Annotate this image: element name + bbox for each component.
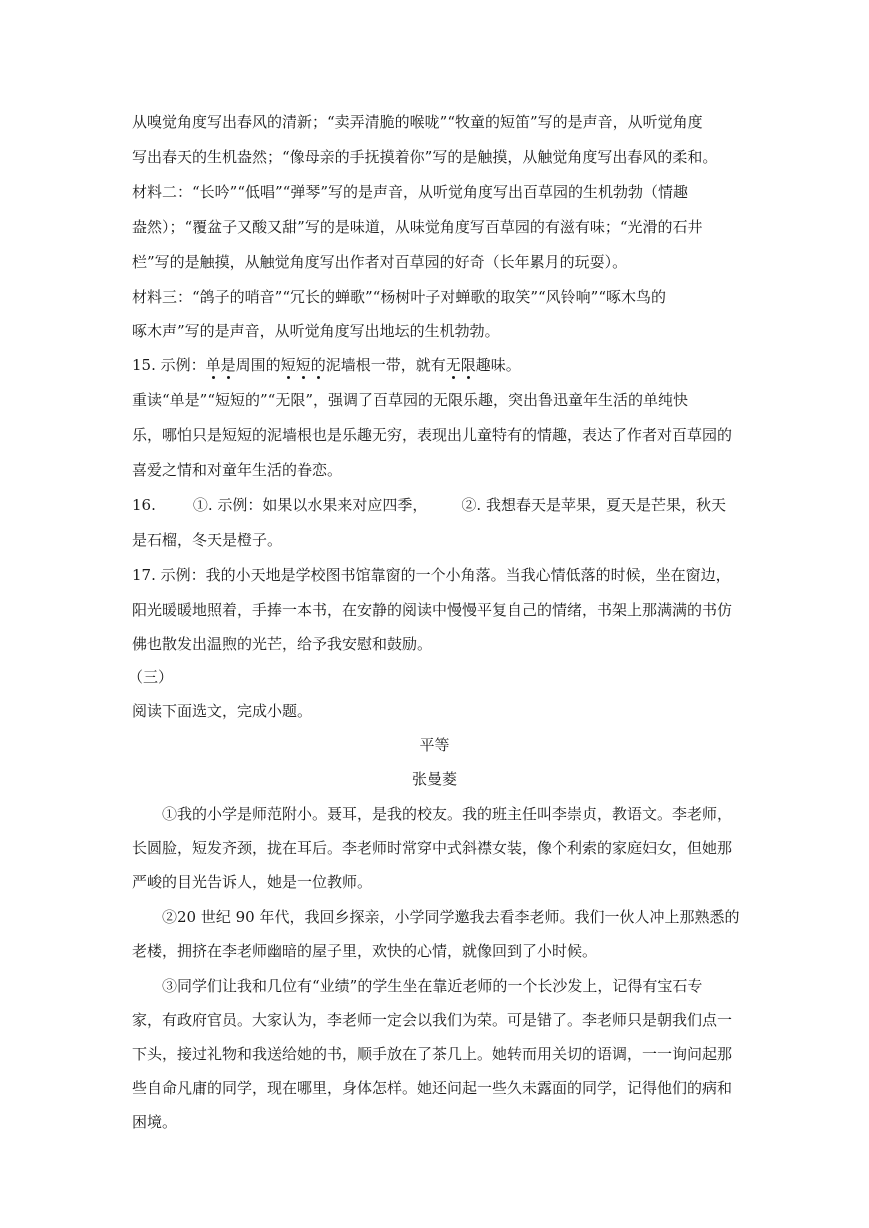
article-title: 平等 [419,736,450,754]
text-line: 重读“单是”“短短的”“无限”，强调了百草园的无限乐趣，突出鲁迅童年生活的单纯快 [132,391,689,409]
text-line: 栏”写的是触摸，从触觉角度写出作者对百草园的好奇（长年累月的玩耍）。 [132,253,628,271]
text-line: 喜爱之情和对童年生活的眷恋。 [132,461,343,479]
emphasis-dot-char: 的 [310,356,326,374]
text-line: 啄木声”写的是声音，从听觉角度写出地坛的生机勃勃。 [132,322,500,340]
instruction: 阅读下面选文，完成小题。 [132,702,313,720]
section-heading: （三） [128,668,174,686]
emphasis-dot-char: 是 [220,356,236,374]
answer-15-text: 泥墙根一带，就有 [325,356,446,374]
paragraph-line: ①我的小学是师范附小。聂耳，是我的校友。我的班主任叫李崇贞，教语文。李老师， [162,805,733,823]
text-line: 乐，哪怕只是短短的泥墙根也是乐趣无穷，表现出儿童特有的情趣，表达了作者对百草园的 [132,426,733,444]
text-line: 是石榴，冬天是橙子。 [132,531,283,549]
emphasis-dot-char: 短 [295,356,311,374]
paragraph-line: 家，有政府官员。大家认为，李老师一定会以我们为荣。可是错了。李老师只是朝我们点一 [132,1011,733,1029]
answer-15-prefix: 15. 示例： [132,356,206,374]
text-line: 从嗅觉角度写出春风的清新；“卖弄清脆的喉咙”“牧童的短笛”写的是声音，从听觉角度 [132,113,703,131]
paragraph-line: ③同学们让我和几位有“业绩”的学生坐在靠近老师的一个长沙发上，记得有宝石专 [162,977,703,995]
article-author: 张曼菱 [411,770,457,788]
answer-16-part-2: ②. 我想春天是苹果，夏天是芒果，秋天 [461,496,726,514]
text-line: 材料三：“鸽子的哨音”“冗长的蝉歌”“杨树叶子对蝉歌的取笑”“风铃响”“啄木鸟的 [132,288,667,306]
paragraph-line: 些自命凡庸的同学，现在哪里，身体怎样。她还问起一些久未露面的同学，记得他们的病和 [132,1079,733,1097]
answer-16-number: 16. [132,496,156,514]
emphasis-dot-char: 限 [460,356,476,374]
text-line: 写出春天的生机盎然；“像母亲的手抚摸着你”写的是触摸，从触觉角度写出春风的柔和。 [132,148,718,166]
text-line: 17. 示例：我的小天地是学校图书馆靠窗的一个小角落。当我心情低落的时候，坐在窗边， [132,566,731,584]
paragraph-line: 困境。 [132,1113,178,1131]
emphasis-dot-char: 短 [280,356,296,374]
text-line: 佛也散发出温煦的光芒，给予我安慰和鼓励。 [132,635,433,653]
answer-16 [132,495,726,515]
emphasis-dot-char: 无 [445,356,461,374]
answer-15-text: 趣味。 [475,356,521,374]
paragraph-line: ②20 世纪 90 年代，我回乡探亲，小学同学邀我去看李老师。我们一伙人冲上那熟悉的 [162,908,740,926]
text-line: 材料二：“长吟”“低唱”“弹琴”写的是声音，从听觉角度写出百草园的生机勃勃（情趣 [132,183,689,201]
paragraph-line: 长圆脸，短发齐颈，拢在耳后。李老师时常穿中式斜襟女装，像个利索的家庭妇女，但她那 [132,839,733,857]
answer-15-example [132,355,521,375]
answer-16-part-1: ①. 示例：如果以水果来对应四季， [192,496,428,514]
paragraph-line: 下头，接过礼物和我送给她的书，顺手放在了茶几上。她转而用关切的语调，一一询问起那 [132,1045,733,1063]
answer-15-text: 周围的 [235,356,281,374]
paragraph-line: 严峻的目光告诉人，她是一位教师。 [132,873,373,891]
emphasis-dot-char: 单 [205,356,221,374]
text-line: 盎然）；“覆盆子又酸又甜”写的是味道，从味觉角度写百草园的有滋有味；“光滑的石井 [132,218,703,236]
paragraph-line: 老楼，拥挤在李老师幽暗的屋子里，欢快的心情，就像回到了小时候。 [132,942,598,960]
text-line: 阳光暖暖地照着，手捧一本书，在安静的阅读中慢慢平复自己的情绪，书架上那满满的书仿 [132,601,733,619]
